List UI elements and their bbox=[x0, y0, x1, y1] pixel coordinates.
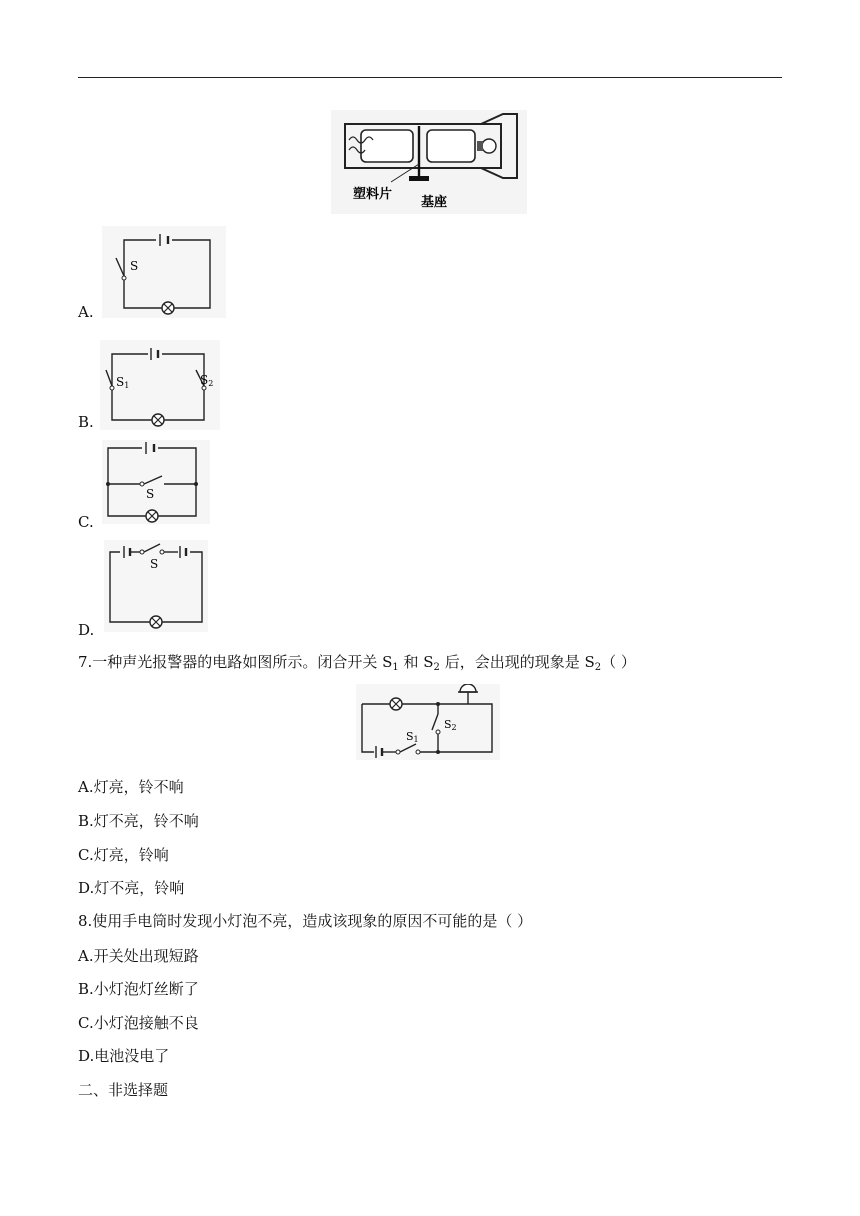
switch-s2-label: S2 bbox=[200, 373, 214, 388]
option-b-label: B. bbox=[78, 413, 94, 431]
q7-option-c: C.灯亮，铃响 bbox=[78, 846, 169, 864]
q7-option-b: B.灯不亮，铃不响 bbox=[78, 812, 199, 830]
alarm-s2-label: S2 bbox=[444, 718, 457, 732]
alarm-s1-label: S1 bbox=[406, 730, 419, 744]
q7-stem: 7.一种声光报警器的电路如图所示。闭合开关 $S_1$ 和 $S_2$ 后，会出现的现象是 $S_2$（ ） bbox=[78, 653, 636, 673]
q8-option-d: D.电池没电了 bbox=[78, 1047, 170, 1065]
base-label: 基座 bbox=[421, 195, 448, 210]
switch-s-label: S bbox=[146, 487, 155, 501]
q7-option-d: D.灯不亮，铃响 bbox=[78, 879, 185, 897]
plastic-label: 塑料片 bbox=[353, 187, 393, 202]
section-heading: 二、非选择题 bbox=[78, 1081, 169, 1099]
option-c-circuit bbox=[102, 440, 210, 524]
switch-s-label: S bbox=[150, 557, 159, 571]
option-c-label: C. bbox=[78, 513, 94, 531]
switch-s1-label: S1 bbox=[116, 375, 130, 390]
flashlight-figure bbox=[331, 110, 527, 214]
option-b-circuit bbox=[100, 340, 220, 430]
q8-stem: 8.使用手电筒时发现小灯泡不亮，造成该现象的原因不可能的是（ ） bbox=[78, 912, 533, 930]
option-a-label: A. bbox=[78, 303, 94, 321]
q8-option-b: B.小灯泡灯丝断了 bbox=[78, 980, 199, 998]
option-a-circuit bbox=[102, 226, 226, 318]
q8-option-c: C.小灯泡接触不良 bbox=[78, 1014, 199, 1032]
header-rule bbox=[78, 77, 782, 78]
flashlight-diagram bbox=[331, 110, 527, 214]
option-d-label: D. bbox=[78, 621, 95, 639]
q8-option-a: A.开关处出现短路 bbox=[78, 947, 199, 965]
alarm-circuit-figure bbox=[356, 684, 500, 760]
option-d-circuit bbox=[104, 540, 208, 632]
q7-option-a: A.灯亮，铃不响 bbox=[78, 778, 184, 796]
switch-s-label: S bbox=[130, 259, 139, 273]
